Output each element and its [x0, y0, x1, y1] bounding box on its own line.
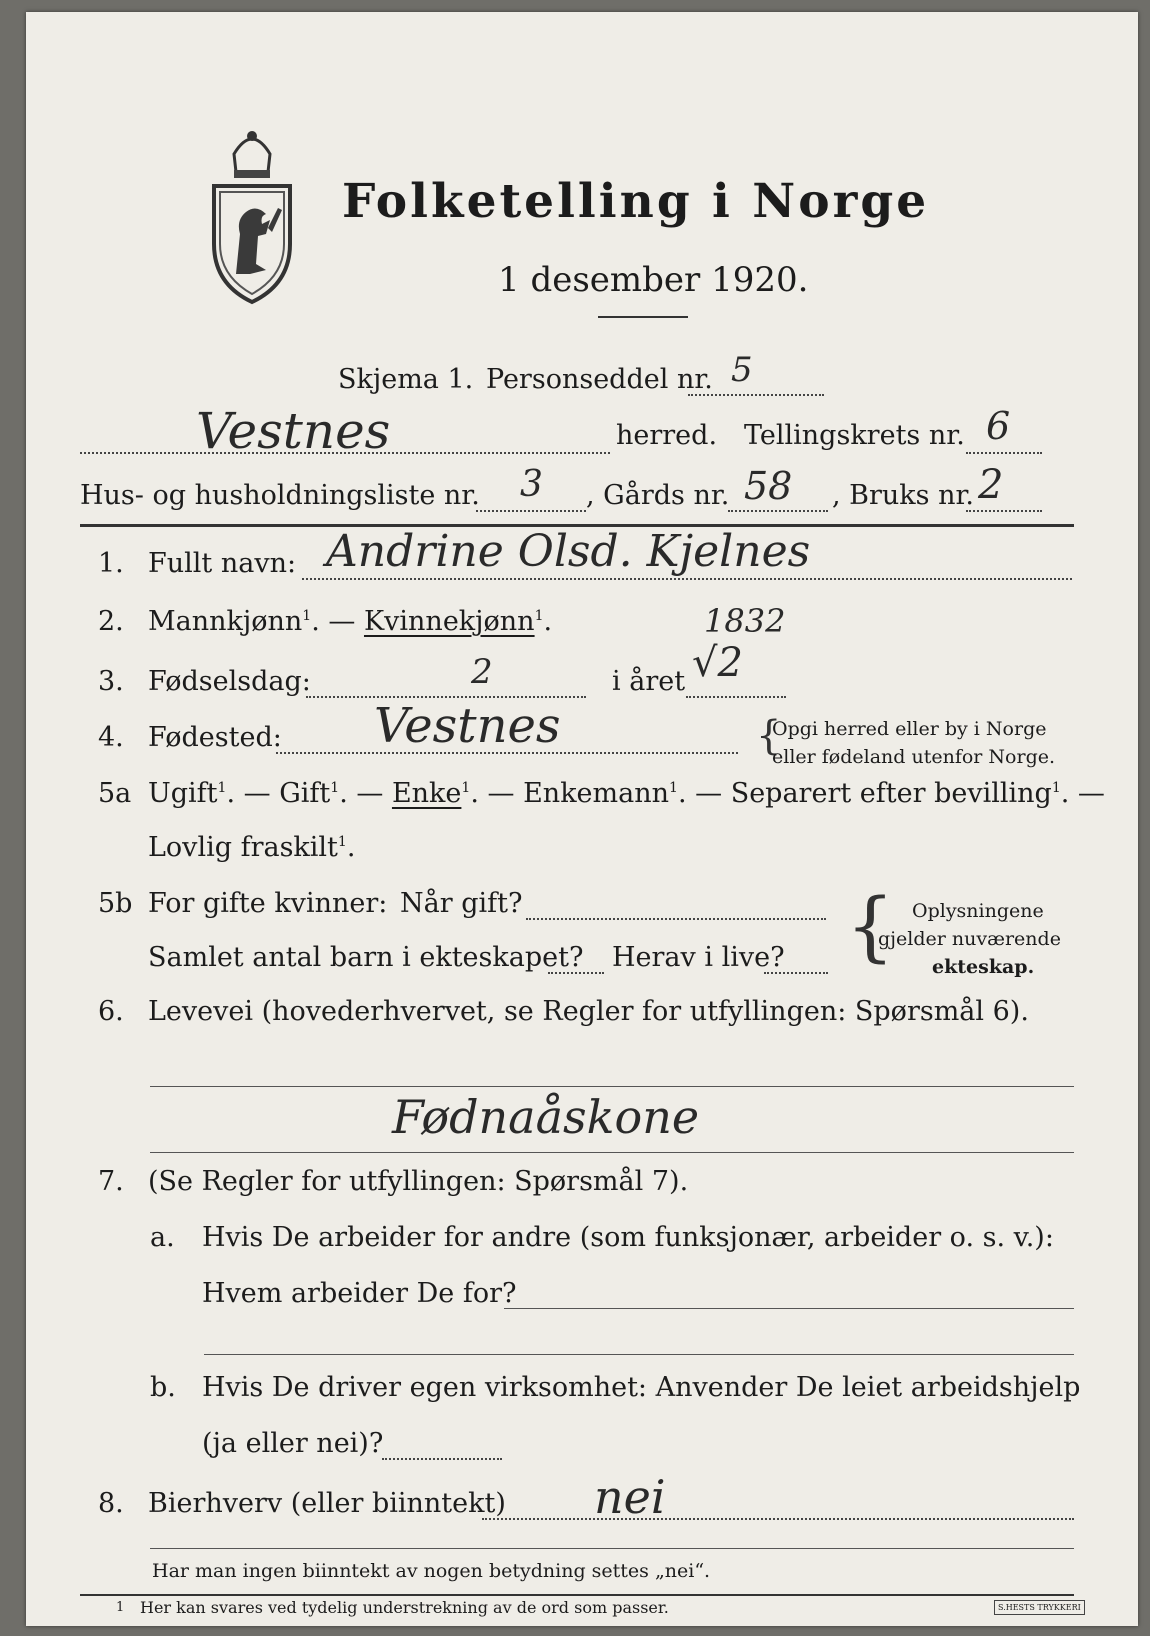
norwegian-coat-of-arms-icon: [206, 124, 298, 306]
q5b-when-label: Når gift?: [400, 888, 523, 919]
q4-birthplace-value: Vestnes: [374, 698, 561, 754]
q7b-field-line[interactable]: [382, 1458, 502, 1460]
q3-day-value: 2: [471, 652, 493, 692]
q5a-ugift-option[interactable]: Ugift: [148, 778, 218, 809]
q2-male-option[interactable]: Mannkjønn: [148, 606, 303, 637]
tellingskrets-field-line[interactable]: [966, 452, 1042, 454]
title-divider: [598, 316, 688, 318]
footnote-ref: 1: [302, 608, 312, 624]
personseddel-label: Personseddel nr.: [486, 364, 713, 395]
q6-number: 6.: [98, 996, 124, 1027]
husliste-label: Hus- og husholdningsliste nr.: [80, 480, 480, 511]
q5b-note-line3: ekteskap.: [932, 956, 1035, 978]
q7a-number: a.: [150, 1222, 175, 1253]
q5a-gift-option[interactable]: Gift: [279, 778, 331, 809]
gards-value: 58: [744, 464, 793, 508]
footnote-ref: 1: [1051, 780, 1061, 796]
q5b-children-label: Samlet antal barn i ekteskapet?: [148, 942, 584, 973]
q5b-children-field-line[interactable]: [548, 972, 604, 974]
q5b-label: For gifte kvinner:: [148, 888, 388, 919]
q6-label: Levevei (hovederhvervet, se Regler for utfyllingen: Spørsmål 6).: [148, 996, 1029, 1027]
bruks-value: 2: [978, 462, 1004, 508]
q5a-number: 5a: [98, 778, 132, 809]
q5a-end: .: [346, 832, 356, 863]
q8-value: nei: [594, 1470, 666, 1524]
q5b-number: 5b: [98, 888, 133, 919]
q5b-note-line2: gjelder nuværende: [878, 928, 1061, 950]
gards-label: , Gårds nr.: [586, 480, 730, 511]
footnote-ref: 1: [217, 780, 227, 796]
q7b-question: (ja eller nei)?: [202, 1428, 384, 1459]
q5b-alive-field-line[interactable]: [764, 972, 828, 974]
footnote-text: Her kan svares ved tydelig understrekning av de ord som passer.: [140, 1598, 669, 1617]
q5b-note-line1: Oplysningene: [912, 900, 1044, 922]
herred-value: Vestnes: [196, 402, 391, 460]
q4-note-brace: {: [756, 713, 782, 759]
q8-number: 8.: [98, 1488, 124, 1519]
husliste-field-line[interactable]: [476, 510, 586, 512]
q4-label: Fødested:: [148, 722, 282, 753]
personseddel-value: 5: [731, 350, 753, 390]
q1-number: 1.: [98, 548, 124, 579]
q6-field-line-2[interactable]: [150, 1152, 1074, 1153]
footnote-ref: 1: [534, 608, 544, 624]
census-date: 1 desember 1920.: [498, 260, 809, 300]
form-title: Folketelling i Norge: [342, 174, 930, 229]
footer-separator: [80, 1594, 1074, 1596]
q2-separator: . —: [311, 606, 356, 637]
biinntekt-note: Har man ingen biinntekt av nogen betydning settes „nei“.: [152, 1560, 711, 1582]
q5a-separator: . —: [339, 778, 384, 809]
q7a-field-line-2[interactable]: [204, 1354, 1074, 1355]
q5a-separator: . —: [1060, 778, 1105, 809]
q5b-alive-label: Herav i live?: [612, 942, 785, 973]
q4-number: 4.: [98, 722, 124, 753]
printer-stamp: S.HESTS TRYKKERI: [994, 1600, 1085, 1615]
gards-field-line[interactable]: [728, 510, 828, 512]
q1-field-line[interactable]: [302, 578, 1072, 580]
q4-note-line2: eller fødeland utenfor Norge.: [772, 746, 1056, 768]
q8-field-line[interactable]: [482, 1518, 1074, 1520]
footnote-ref: 1: [330, 780, 340, 796]
q7-number: 7.: [98, 1166, 124, 1197]
footnote-ref: 1: [669, 780, 678, 796]
q8-field-line-2[interactable]: [150, 1548, 1074, 1549]
q5b-note-brace: {: [846, 881, 895, 970]
q6-occupation-value: Fødnaåskone: [392, 1090, 700, 1144]
q5a-enkemann-option[interactable]: Enkemann: [523, 778, 670, 809]
q7b-number: b.: [150, 1372, 176, 1403]
q6-field-line-1[interactable]: [150, 1086, 1074, 1087]
q5a-options-line2: [148, 832, 355, 863]
q3-year-corrected-value: √2: [692, 640, 743, 686]
tellingskrets-value: 6: [986, 404, 1011, 448]
q4-note-line1: Opgi herred eller by i Norge: [772, 718, 1047, 740]
q1-label: Fullt navn:: [148, 548, 297, 579]
footnote-ref: 1: [337, 834, 347, 850]
q5a-enke-option[interactable]: Enke: [391, 778, 462, 809]
q5a-options: [148, 778, 1105, 809]
census-form-sheet: [26, 12, 1138, 1626]
q3-number: 3.: [98, 666, 124, 697]
q3-year-value: 1832: [704, 602, 786, 640]
schema-label: Skjema 1.: [338, 364, 474, 395]
q2-female-option[interactable]: Kvinnekjønn: [363, 606, 535, 637]
husliste-value: 3: [520, 464, 543, 505]
bruks-field-line[interactable]: [966, 510, 1042, 512]
q7a-question: Hvem arbeider De for?: [202, 1278, 517, 1309]
q5b-when-field-line[interactable]: [526, 918, 826, 920]
q7a-field-line-1[interactable]: [504, 1308, 1074, 1309]
personseddel-field-line[interactable]: [688, 394, 824, 396]
q5a-separert-option[interactable]: Separert efter bevilling: [730, 778, 1052, 809]
footnote-ref: 1: [461, 780, 471, 796]
q5a-fraskilt-option[interactable]: Lovlig fraskilt: [148, 832, 338, 863]
footnote-mark: 1: [116, 1600, 125, 1615]
q3-year-field-line[interactable]: [686, 696, 786, 698]
q5a-separator: . —: [677, 778, 723, 809]
q8-label: Bierhverv (eller biinntekt): [148, 1488, 506, 1519]
q3-label: Fødselsdag:: [148, 666, 311, 697]
bruks-label: , Bruks nr.: [832, 480, 975, 511]
q2-end: .: [543, 606, 553, 637]
q2-options: [148, 606, 552, 637]
q5a-separator: . —: [226, 778, 271, 809]
tellingskrets-label: Tellingskrets nr.: [744, 420, 965, 451]
q7a-label: Hvis De arbeider for andre (som funksjonær, arbeider o. s. v.):: [202, 1222, 1054, 1253]
q5a-separator: . —: [470, 778, 515, 809]
herred-label: herred.: [616, 420, 718, 451]
q7-label: (Se Regler for utfyllingen: Spørsmål 7).: [148, 1166, 689, 1197]
q7b-label: Hvis De driver egen virksomhet: Anvender De leiet arbeidshjelp: [202, 1372, 1081, 1403]
q3-year-label: i året: [612, 666, 686, 697]
q1-full-name-value: Andrine Olsd. Kjelnes: [326, 526, 811, 577]
q2-number: 2.: [98, 606, 124, 637]
